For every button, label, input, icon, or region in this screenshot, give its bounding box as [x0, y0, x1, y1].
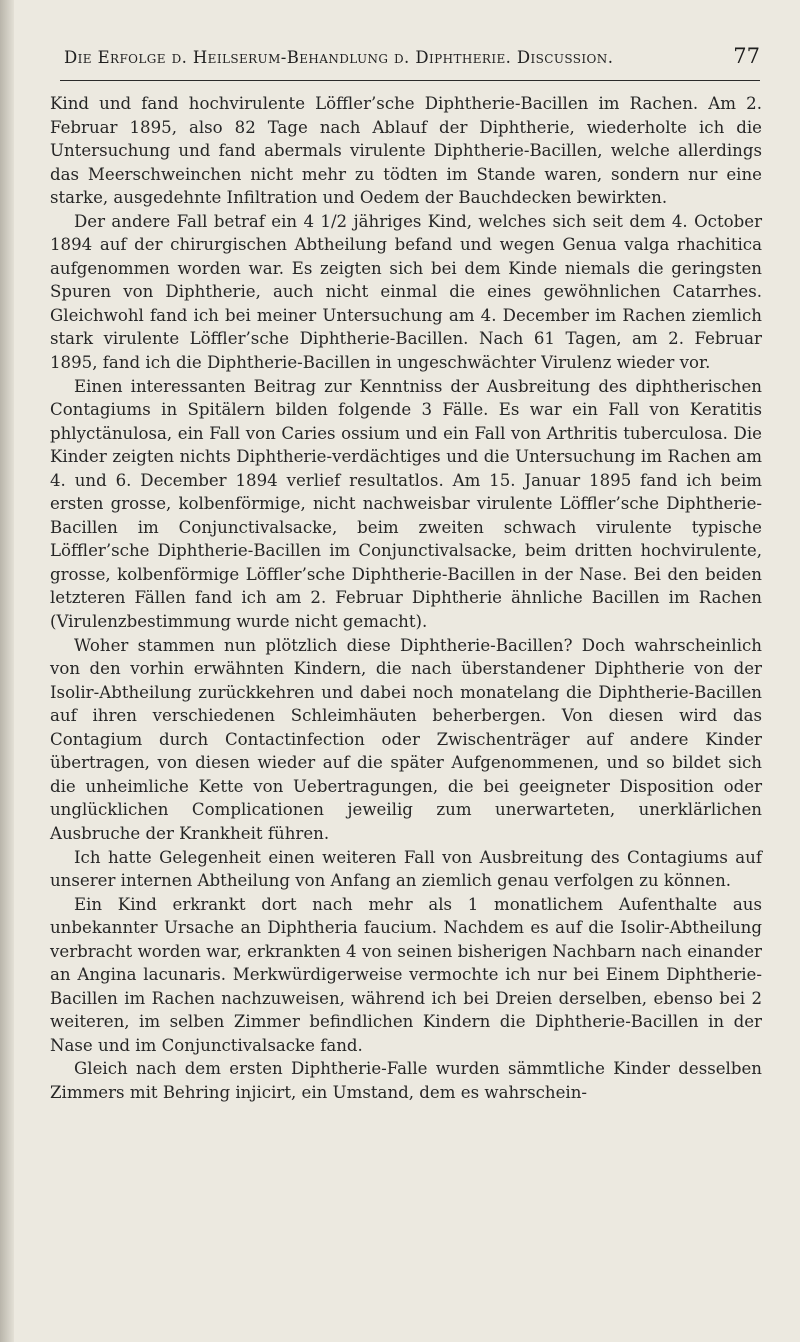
paragraph-1: Kind und fand hochvirulente Löffler’sche Diphtherie-Bacillen im Rachen. Am 2. Februar 1895, also 82 Tage nach Ablauf der Diphtherie, wiederholte ich die Untersuchung und fand abermals virulente Diphtherie-Bacillen, welche allerdings das Meerschweinchen nicht mehr zu tödten im Stande waren, sondern nur eine starke, ausgedehnte Infiltration und Oedem der Bauchdecken bewirkten. [50, 94, 762, 208]
body-text [50, 92, 762, 1105]
paragraph-5: Ich hatte Gelegenheit einen weiteren Fall von Ausbreitung des Contagiums auf unserer internen Abtheilung von Anfang an ziemlich genau verfolgen zu können. [50, 847, 762, 891]
paragraph-7: Gleich nach dem ersten Diphtherie-Falle wurden sämmtliche Kinder desselben Zimmers mit Behring injicirt, ein Umstand, dem es wahrschein- [50, 1059, 762, 1102]
paragraph-3: Einen interessanten Beitrag zur Kenntniss der Ausbreitung des diphtherischen Contagiums in Spitälern bilden folgende 3 Fälle. Es war ein Fall von Keratitis phlyctänulosa, ein Fall von Caries ossium und ein Fall von Arthritis tuberculosa. Die Kinder zeigten nichts Diphtherie-verdächtiges und die Untersuchung im Rachen am 4. und 6. December 1894 verlief resultatlos. Am 15. Januar 1895 fand ich beim ersten grosse, kolbenförmige, nicht nachweisbar virulente Löffler’sche Diphtherie-Bacillen im Conjunctivalsacke, beim zweiten schwach virulente typische Löffler’sche Diphtherie-Bacillen im Conjunctivalsacke, beim dritten hochvirulente, grosse, kolbenförmige Löffler’sche Diphtherie-Bacillen in der Nase. Bei den beiden letzteren Fällen fand ich am 2. Februar Diphtherie ähnliche Bacillen im Rachen (Virulenzbestimmung wurde nicht gemacht). [50, 376, 762, 632]
running-header [60, 44, 760, 81]
binding-gutter-shadow [0, 0, 14, 1342]
paragraph-2: Der andere Fall betraf ein 4 1/2 jähriges Kind, welches sich seit dem 4. October 1894 auf der chirurgischen Abtheilung befand und wegen Genua valga rhachitica aufgenommen worden war. Es zeigten sich bei dem Kinde niemals die geringsten Spuren von Diphtherie, auch nicht einmal die eines gewöhnlichen Catarrhes. Gleichwohl fand ich bei meiner Untersuchung am 4. December im Rachen ziemlich stark virulente Löffler’sche Diphtherie-Bacillen. Nach 61 Tagen, am 2. Februar 1895, fand ich die Diphtherie-Bacillen in ungeschwächter Virulenz wieder vor. [50, 211, 762, 373]
page-number: 77 [733, 44, 760, 68]
paragraph-6: Ein Kind erkrankt dort nach mehr als 1 monatlichem Aufenthalte aus unbekannter Ursache an Diphtheria faucium. Nachdem es auf die Isolir-Abtheilung verbracht worden war, erkrankten 4 von seinen bisherigen Nachbarn nach einander an Angina lacunaris. Merkwürdigerweise vermochte ich nur bei Einem Diphtherie-Bacillen im Rachen nachzuweisen, während ich bei Dreien derselben, ebenso bei 2 weiteren, im selben Zimmer befindlichen Kindern die Diphtherie-Bacillen in der Nase und im Conjunctivalsacke fand. [50, 894, 762, 1055]
paragraph-4: Woher stammen nun plötzlich diese Diphtherie-Bacillen? Doch wahrscheinlich von den vorhin erwähnten Kindern, die nach überstandener Diphtherie von der Isolir-Abtheilung zurückkehren und dabei noch monatelang die Diphtherie-Bacillen auf ihren verschiedenen Schleimhäuten beherbergen. Von diesen wird das Contagium durch Contactinfection oder Zwischenträger auf andere Kinder übertragen, von diesen wieder auf die später Aufgenommenen, und so bildet sich die unheimliche Kette von Uebertragungen, die bei geeigneter Disposition oder unglücklichen Complicationen jeweilig zum unerwarteten, unerklärlichen Ausbruche der Krankheit führen. [50, 635, 762, 843]
running-header-title: Die Erfolge d. Heilserum-Behandlung d. Diphtherie. Discussion. [64, 48, 614, 67]
